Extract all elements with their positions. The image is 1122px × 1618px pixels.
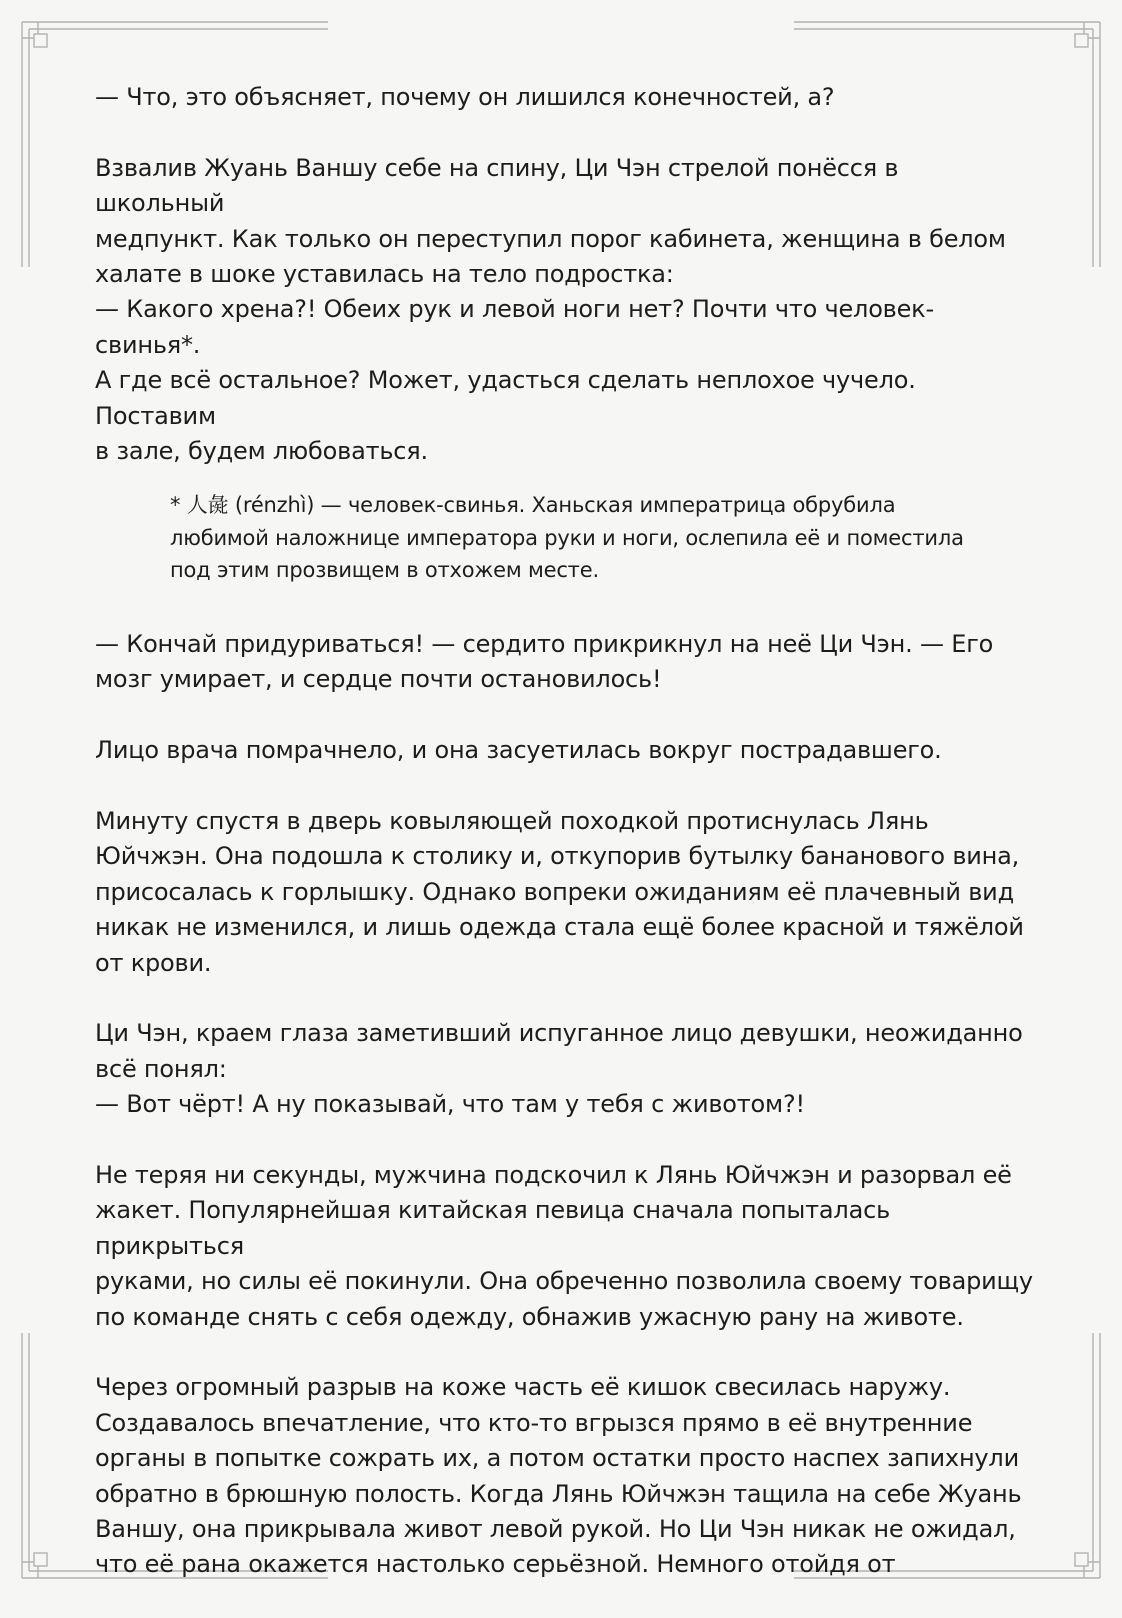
footnote	[170, 489, 1035, 587]
text-line: А где всё остальное? Может, удасться сделать неплохое чучело. Поставим	[95, 366, 916, 430]
text-line: Взвалив Жуань Ваншу себе на спину, Ци Чэн стрелой понёсся в школьный	[95, 153, 899, 218]
paragraph-2	[95, 151, 1035, 470]
text-line: руками, но силы её покинули. Она обреченно позволила своему товарищу	[95, 1267, 1033, 1296]
text-line: Создавалось впечатление, что кто-то вгрызся прямо в её внутренние	[95, 1408, 973, 1437]
text-line: обратно в брюшную полость. Когда Лянь Юйчжэн тащила на себе Жуань	[95, 1479, 1022, 1508]
text-line: присосалась к горлышку. Однако вопреки ожиданиям её плачевный вид	[95, 877, 1014, 906]
text-line: что её рана окажется настолько серьёзной. Немного отойдя от	[95, 1550, 896, 1579]
paragraph-6	[95, 1016, 1035, 1122]
text-line: Ваншу, она прикрывала живот левой рукой. Но Ци Чэн никак не ожидал,	[95, 1515, 1016, 1544]
text-line: медпункт. Как только он переступил порог кабинета, женщина в белом	[95, 224, 1006, 253]
paragraph-4	[95, 733, 1035, 768]
text-line: от крови.	[95, 948, 212, 977]
text-line: Ци Чэн, краем глаза заметивший испуганное лицо девушки, неожиданно	[95, 1019, 1023, 1048]
text-line: — Вот чёрт! А ну показывай, что там у тебя с животом?!	[95, 1090, 805, 1119]
paragraph-5	[95, 804, 1035, 981]
text-line: по команде снять с себя одежду, обнажив ужасную рану на животе.	[95, 1302, 964, 1331]
text-line: — Кончай придуриваться! — сердито прикрикнул на неё Ци Чэн. — Его	[95, 629, 994, 658]
text-line: жакет. Популярнейшая китайская певица сначала попыталась прикрыться	[95, 1196, 891, 1260]
text-line: никак не изменился, и лишь одежда стала ещё более красной и тяжёлой	[95, 913, 1024, 942]
text-body	[95, 80, 1035, 1618]
text-line: органы в попытке сожрать их, а потом остатки просто наспех запихнули	[95, 1444, 1019, 1473]
text-line: — Какого хрена?! Обеих рук и левой ноги нет? Почти что человек-свинья*.	[95, 295, 934, 359]
paragraph-7	[95, 1158, 1035, 1335]
footnote-line: под этим прозвищем в отхожем месте.	[170, 558, 599, 583]
paragraph-8	[95, 1370, 1035, 1582]
text-line: всё понял:	[95, 1054, 227, 1083]
text-line: Юйчжэн. Она подошла к столику и, откупорив бутылку бананового вина,	[95, 842, 1020, 871]
text-line: Лицо врача помрачнело, и она засуетилась вокруг пострадавшего.	[95, 736, 942, 765]
text-line: Не теряя ни секунды, мужчина подскочил к Лянь Юйчжэн и разорвал её	[95, 1160, 1012, 1189]
text-line: Через огромный разрыв на коже часть её кишок свесилась наружу.	[95, 1373, 951, 1402]
text-line: — Что, это объясняет, почему он лишился конечностей, а?	[95, 83, 835, 111]
paragraph-1	[95, 80, 1035, 115]
text-line: мозг умирает, и сердце почти остановилось!	[95, 665, 662, 694]
text-line: халате в шоке уставилась на тело подростка:	[95, 260, 674, 289]
paragraph-3	[95, 627, 1035, 698]
footnote-line: * 人彘 (rénzhì) — человек-свинья. Ханьская императрица обрубила	[170, 493, 896, 518]
text-line: Минуту спустя в дверь ковыляющей походкой протиснулась Лянь	[95, 806, 929, 835]
footnote-line: любимой наложнице императора руки и ноги, ослепила её и поместила	[170, 525, 964, 550]
text-line: в зале, будем любоваться.	[95, 437, 428, 466]
